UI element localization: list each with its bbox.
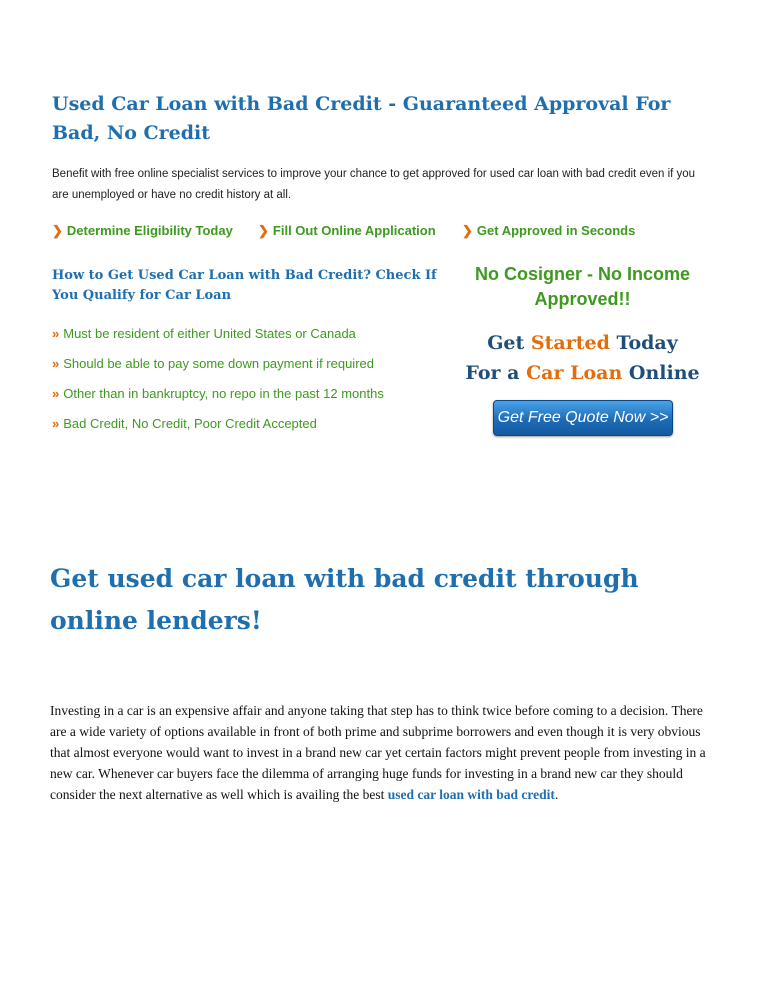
bullet-icon: » (52, 416, 60, 431)
qualify-heading: How to Get Used Car Loan with Bad Credit? Check If You Qualify for Car Loan (52, 268, 437, 303)
cta-text (455, 328, 710, 388)
intro-text: Benefit with free online specialist services to improve your chance to get approved for used car loan with bad credit even if you are unemployed or have no credit history at all. (52, 168, 696, 201)
promo-headline: No Cosigner - No Income Approved!! (474, 264, 690, 309)
step-fill-application[interactable] (258, 223, 436, 239)
bullet-icon: » (52, 386, 60, 401)
chevron-right-icon: ❯ (462, 223, 473, 238)
requirement-item: » Must be resident of either United States or Canada (52, 326, 356, 341)
step-determine-eligibility[interactable] (52, 223, 233, 239)
requirement-item: » Other than in bankruptcy, no repo in the past 12 months (52, 386, 384, 401)
requirement-item: » Should be able to pay some down payment if required (52, 356, 374, 371)
section-heading: Get used car loan with bad credit through online lenders! (50, 564, 639, 635)
step-get-approved[interactable] (462, 223, 635, 239)
requirement-item: » Bad Credit, No Credit, Poor Credit Accepted (52, 416, 317, 431)
steps-bar (52, 223, 712, 243)
step-label: Get Approved in Seconds (476, 223, 636, 238)
body-paragraph: Investing in a car is an expensive affair and anyone taking that step has to think twice before coming to a decision. There are a wide variety of options available in front of both prime and subprime borrowers and even though it is very obvious that almost everyone would want to invest in a brand new car yet certain factors might prevent people from investing in a new car. Whenever car buyers face the dilemma of arranging huge funds for investing in a brand new car they should consider the next alternative as well which is availing the best used car loan with bad credit. (50, 703, 706, 802)
cta-line-2: For a Car Loan Online (465, 362, 700, 384)
chevron-right-icon: ❯ (258, 223, 269, 238)
cta-line-1: Get Started Today (487, 332, 678, 354)
bullet-icon: » (52, 356, 60, 371)
step-label: Fill Out Online Application (272, 223, 436, 238)
chevron-right-icon: ❯ (52, 223, 63, 238)
used-car-loan-link[interactable]: used car loan with bad credit (387, 787, 555, 802)
get-free-quote-button[interactable]: Get Free Quote Now >> (493, 400, 673, 436)
step-label: Determine Eligibility Today (66, 223, 233, 238)
page-title: Used Car Loan with Bad Credit - Guaranteed Approval For Bad, No Credit (52, 93, 671, 144)
bullet-icon: » (52, 326, 60, 341)
